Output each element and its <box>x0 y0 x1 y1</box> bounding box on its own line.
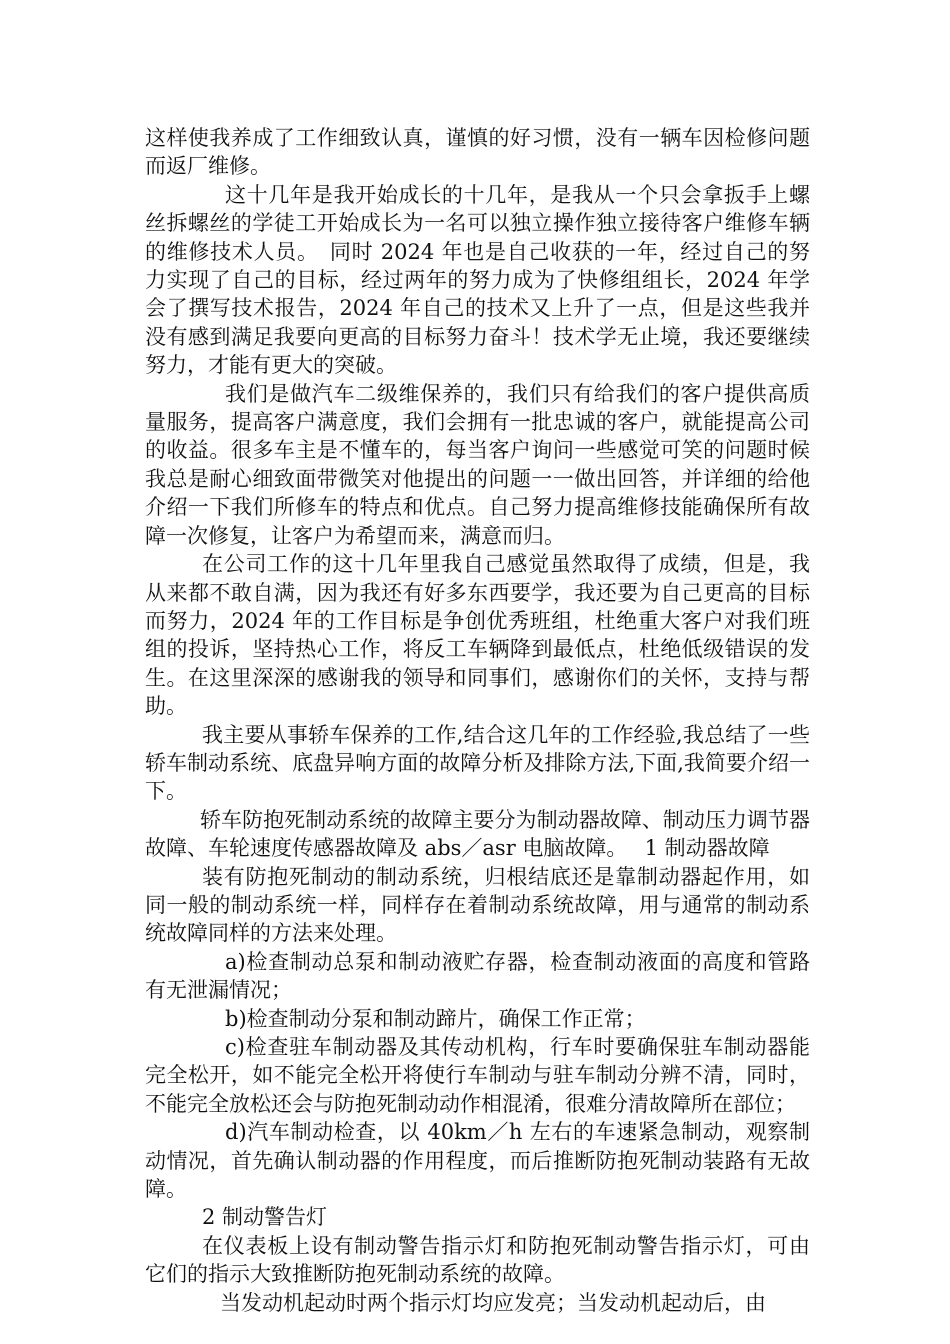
paragraph-service: 我们是做汽车二级维保养的，我们只有给我们的客户提供高质量服务，提高客户满意度，我们会拥有一批忠诚的客户，就能提高公司的收益。很多车主是不懂车的，每当客户询问一些感觉可笑的问题时候我总是耐心细致面带微笑对他提出的问题一一做出回答，并详细的给他介绍一下我们所修车的特点和优点。自己努力提高维修技能确保所有故障一次修复，让客户为希望而来，满意而归。 <box>145 381 810 548</box>
paragraph-brake-system: 装有防抱死制动的制动系统，归根结底还是靠制动器起作用，如同一般的制动系统一样，同样存在着制动系统故障，用与通常的制动系统故障同样的方法来处理。 <box>145 864 810 946</box>
section-heading-warning-light: 2 制动警告灯 <box>202 1205 328 1230</box>
paragraph-warning-lights: 在仪表板上设有制动警告指示灯和防抱死制动警告指示灯，可由它们的指示大致推断防抱死制动系统的故障。 <box>145 1233 810 1287</box>
paragraph-abs-faults: 轿车防抱死制动系统的故障主要分为制动器故障、制动压力调节器故障、车轮速度传感器故障及 abs／asr 电脑故障。 1 制动器故障 <box>145 807 810 861</box>
paragraph-intro: 我主要从事轿车保养的工作,结合这几年的工作经验,我总结了一些轿车制动系统、底盘异响方面的故障分析及排除方法,下面,我简要介绍一下。 <box>145 722 810 804</box>
paragraph-goals: 在公司工作的这十几年里我自己感觉虽然取得了成绩，但是，我从来都不敢自满，因为我还有好多东西要学，我还要为自己更高的目标而努力，2024 年的工作目标是争创优秀班组，杜绝重大客户对我们班组的投诉，坚持热心工作，将反工车辆降到最低点，杜绝低级错误的发生。在这里深深的感谢我的领导和同事们，感谢你们的关怀，支持与帮助。 <box>145 552 810 719</box>
list-item-c: c)检查驻车制动器及其传动机构，行车时要确保驻车制动器能完全松开，如不能完全松开将使行车制动与驻车制动分辨不清，同时，不能完全放松还会与防抱死制动动作相混淆，很难分清故障所在部位； <box>145 1035 810 1116</box>
list-item-d: d)汽车制动检查，以 40km／h 左右的车速紧急制动，观察制动情况，首先确认制动器的作用程度，而后推断防抱死制动装路有无故障。 <box>145 1120 810 1202</box>
paragraph-growth: 这十几年是我开始成长的十几年，是我从一个只会拿扳手上螺丝拆螺丝的学徒工开始成长为一名可以独立操作独立接待客户维修车辆的维修技术人员。 同时 2024 年也是自己收获的一年，经过自己的努力实现了自己的目标，经过两年的努力成为了快修组组长，2024 年学会了撰写技术报告，2024 年自己的技术又上升了一点，但是这些我并没有感到满足我要向更高的目标努力奋斗！技术学无止境，我还要继续努力，才能有更大的突破。 <box>145 182 810 378</box>
list-item-b: b)检查制动分泵和制动蹄片，确保工作正常； <box>225 1006 646 1031</box>
document-body <box>145 124 810 1317</box>
list-item-a: a)检查制动总泵和制动液贮存器，检查制动液面的高度和管路有无泄漏情况； <box>145 949 810 1003</box>
paragraph-engine-start: 当发动机起动时两个指示灯均应发亮；当发动机起动后，由 <box>220 1290 766 1315</box>
paragraph-habit: 这样使我养成了工作细致认真，谨慎的好习惯，没有一辆车因检修问题而返厂维修。 <box>145 126 810 179</box>
